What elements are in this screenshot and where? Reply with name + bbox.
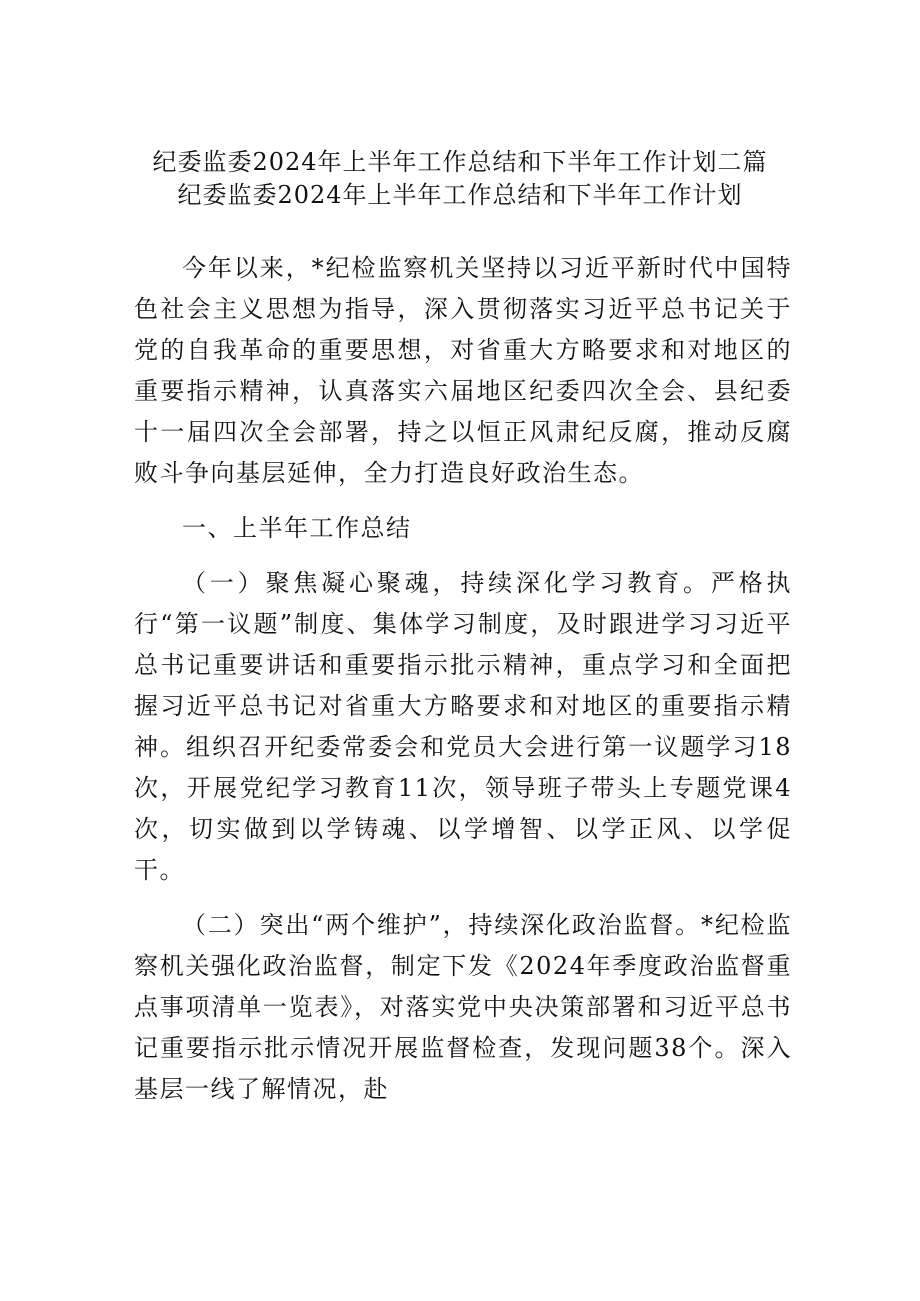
section-heading: 一、上半年工作总结 (182, 514, 412, 542)
document-title: 纪委监委2024年上半年工作总结和下半年工作计划二篇 (152, 148, 768, 176)
intro-paragraph: 今年以来，*纪检监察机关坚持以习近平新时代中国特色社会主义思想为指导，深入贯彻落实习近平总书记关于党的自我革命的重要思想，对省重大方略要求和对地区的重要指示精神，认真落实六届地区纪委四次全会、县纪委十一届四次全会部署，持之以恒正风肃纪反腐，推动反腐败斗争向基层延伸，全力打造良好政治生态。 (134, 254, 792, 487)
paragraph-political-supervision: （二）突出“两个维护”，持续深化政治监督。*纪检监察机关强化政治监督，制定下发《2024年季度政治监督重点事项清单一览表》，对落实党中央决策部署和习近平总书记重要指示批示情况开展监督检查，发现问题38个。深入基层一线了解情况，赴 (134, 911, 792, 1103)
document-subtitle: 纪委监委2024年上半年工作总结和下半年工作计划 (177, 181, 743, 209)
document-body (134, 248, 792, 1124)
paragraph-study-education: （一）聚焦凝心聚魂，持续深化学习教育。严格执行“第一议题”制度、集体学习制度，及时跟进学习习近平总书记重要讲话和重要指示批示精神，重点学习和全面把握习近平总书记对省重大方略要求和对地区的重要指示精神。组织召开纪委常委会和党员大会进行第一议题学习18次，开展党纪学习教育11次，领导班子带头上专题党课4次，切实做到以学铸魂、以学增智、以学正风、以学促干。 (134, 569, 792, 884)
